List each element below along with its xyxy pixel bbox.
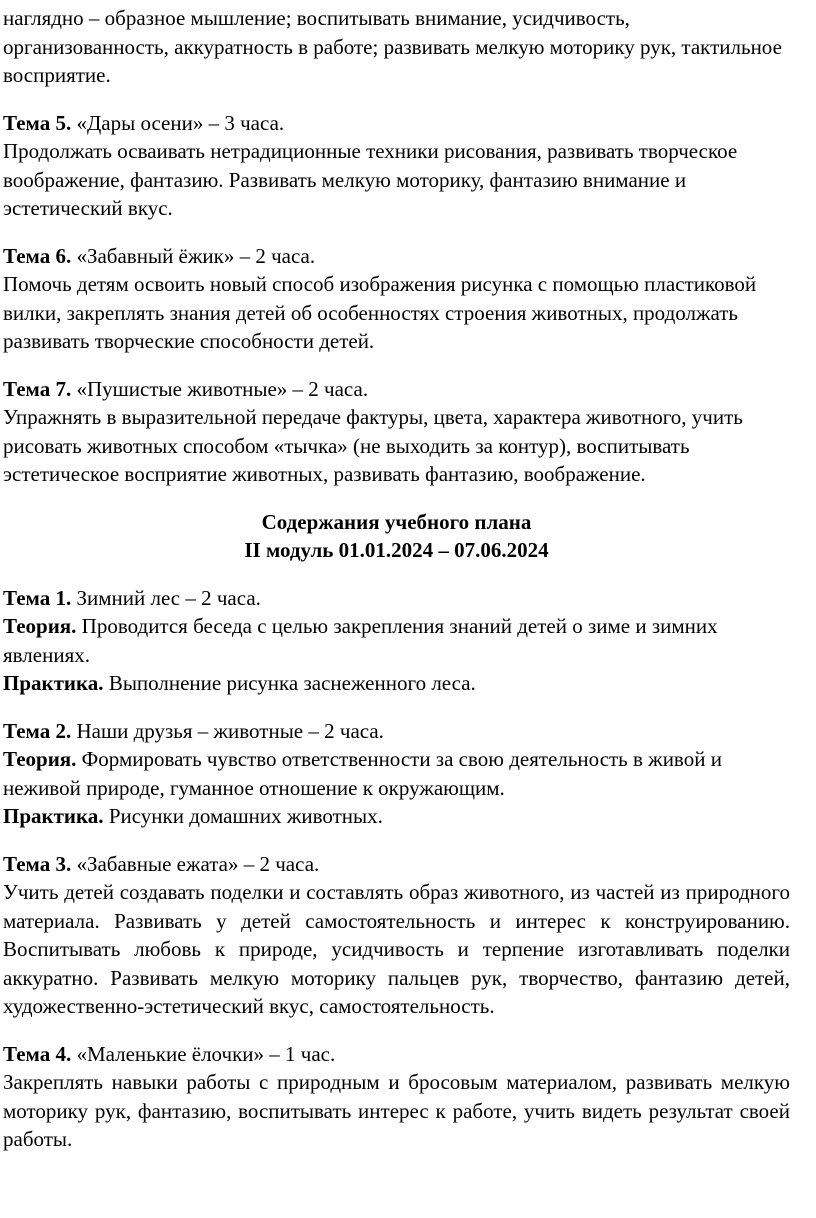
theme-6-title <box>3 242 790 271</box>
bold-text-run: Теория. <box>3 614 77 638</box>
bold-text-run: II модуль 01.01.2024 – 07.06.2024 <box>244 538 549 562</box>
theme-1-theory <box>3 612 790 669</box>
section-heading-line-1 <box>3 508 790 537</box>
theme-6-body <box>3 270 790 356</box>
theme-3-body <box>3 878 790 1021</box>
bold-text-run: Тема 6. <box>3 243 72 268</box>
text-run: «Пушистые животные» – 2 часа. <box>71 376 369 401</box>
bold-text-run: Тема 7. <box>3 376 72 401</box>
text-run: наглядно – образное мышление; воспитывать внимание, усидчивость, организованность, аккуратность в работе; развивать мелкую моторику рук, тактильное восприятие. <box>3 6 782 87</box>
text-run: «Забавные ежата» – 2 часа. <box>71 851 320 876</box>
bold-text-run: Практика. <box>3 804 104 828</box>
text-run: Учить детей создавать поделки и составлять образ животного, из частей из природного материала. Развивать у детей самостоятельность и интерес к конструированию. Воспитывать любовь к природе, усидчивость и терпение изготавливать поделки аккуратно. Развивать мелкую моторику пальцев рук, творчество, фантазию детей, художественно-эстетический вкус, самостоятельность. <box>3 880 790 1018</box>
bold-text-run: Тема 4. <box>3 1041 72 1066</box>
text-run: «Забавный ёжик» – 2 часа. <box>71 243 316 268</box>
theme-1-practice <box>3 669 790 698</box>
theme-7-title <box>3 375 790 404</box>
text-run: Рисунки домашних животных. <box>103 804 383 828</box>
text-run: Упражнять в выразительной передаче фактуры, цвета, характера животного, учить рисовать животных способом «тычка» (не выходить за контур), воспитывать эстетическое восприятие животных, развивать фантазию, воображение. <box>3 405 743 486</box>
text-run: «Маленькие ёлочки» – 1 час. <box>71 1041 336 1066</box>
bold-text-run: Теория. <box>3 747 77 771</box>
bold-text-run: Тема 1. <box>3 585 72 610</box>
theme-2-theory <box>3 745 790 802</box>
bold-text-run: Практика. <box>3 671 104 695</box>
bold-text-run: Тема 3. <box>3 851 72 876</box>
text-run: Проводится беседа с целью закрепления знаний детей о зиме и зимних явлениях. <box>3 614 718 667</box>
text-run: Закреплять навыки работы с природным и бросовым материалом, развивать мелкую моторику рук, фантазию, воспитывать интерес к работе, учить видеть результат своей работы. <box>3 1070 790 1151</box>
intro-continued-paragraph <box>3 4 790 90</box>
theme-2-practice <box>3 802 790 831</box>
theme-4-body <box>3 1068 790 1154</box>
document-body <box>3 4 790 1154</box>
bold-text-run: Тема 2. <box>3 718 72 743</box>
text-run: Зимний лес – 2 часа. <box>71 585 261 610</box>
theme-5-body <box>3 137 790 223</box>
theme-3-title <box>3 850 790 879</box>
bold-text-run: Тема 5. <box>3 110 72 135</box>
theme-7-body <box>3 403 790 489</box>
bold-text-run: Содержания учебного плана <box>261 509 532 534</box>
section-heading-line-2 <box>3 536 790 565</box>
text-run: Продолжать осваивать нетрадиционные техники рисования, развивать творческое воображение, фантазию. Развивать мелкую моторику, фантазию внимание и эстетический вкус. <box>3 139 738 220</box>
text-run: Наши друзья – животные – 2 часа. <box>71 718 384 743</box>
theme-4-title <box>3 1040 790 1069</box>
theme-2-title <box>3 717 790 746</box>
text-run: Выполнение рисунка заснеженного леса. <box>103 671 476 695</box>
text-run: Помочь детям освоить новый способ изображения рисунка с помощью пластиковой вилки, закреплять знания детей об особенностях строения животных, продолжать развивать творческие способности детей. <box>3 272 757 353</box>
text-run: «Дары осени» – 3 часа. <box>71 110 285 135</box>
text-run: Формировать чувство ответственности за свою деятельность в живой и неживой природе, гуманное отношение к окружающим. <box>3 747 722 800</box>
theme-1-title <box>3 584 790 613</box>
theme-5-title <box>3 109 790 138</box>
